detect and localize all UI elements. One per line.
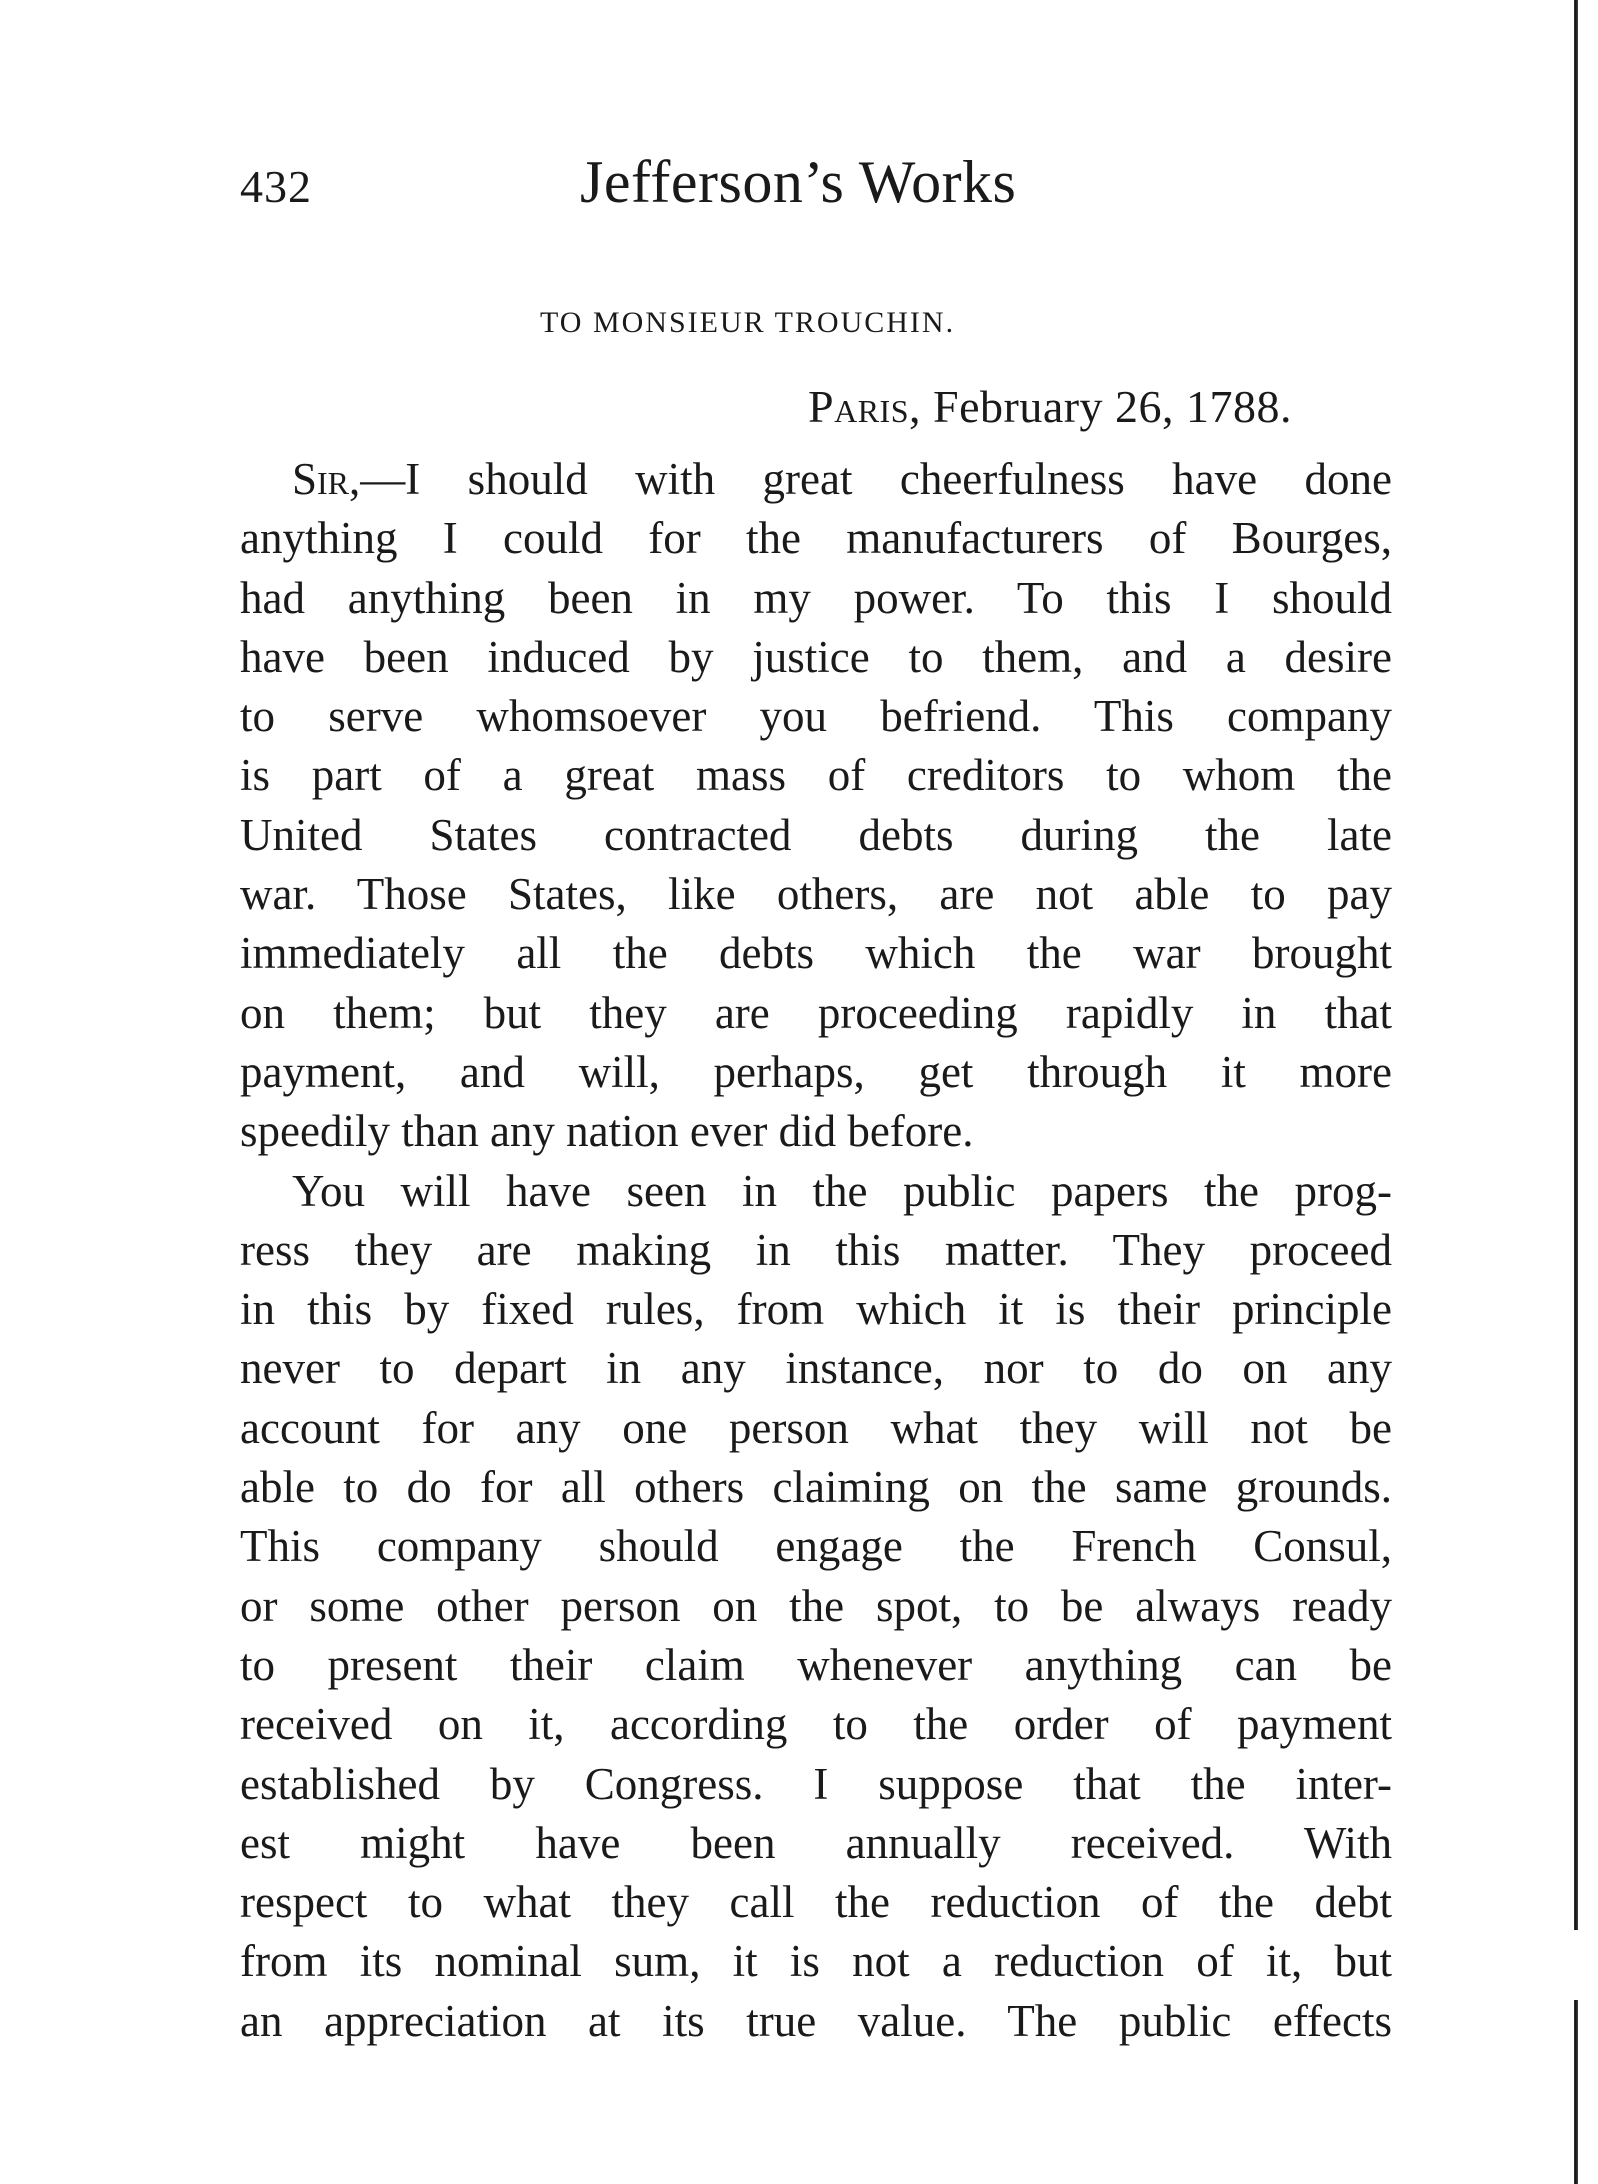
text-line: United States contracted debts during the late	[240, 809, 1392, 860]
letter-title: TO MONSIEUR TROUCHIN.	[540, 306, 956, 339]
text-line: never to depart in any instance, nor to do on any	[240, 1343, 1392, 1394]
text-line: You will have seen in the public papers the prog-	[292, 1165, 1392, 1216]
letter-dateline	[808, 380, 1292, 433]
letter-body	[240, 450, 1392, 2051]
text-line: est might have been annually received. With	[240, 1817, 1392, 1868]
dateline-place: Paris,	[808, 381, 921, 432]
text-line: able to do for all others claiming on the same grounds.	[240, 1462, 1392, 1513]
text-line: from its nominal sum, it is not a reduction of it, but	[240, 1936, 1392, 1987]
text-line: have been induced by justice to them, and a desire	[240, 631, 1392, 682]
text-line: war. Those States, like others, are not able to pay	[240, 869, 1392, 920]
text-line: to serve whomsoever you befriend. This company	[240, 691, 1392, 742]
running-head: Jefferson’s Works	[580, 149, 1017, 215]
text-line: Sir,—I should with great cheerfulness have done	[292, 454, 1392, 504]
text-line: received on it, according to the order of payment	[240, 1699, 1392, 1750]
text-line: speedily than any nation ever did before.	[240, 1106, 974, 1157]
text-line: an appreciation at its true value. The public effects	[240, 1995, 1392, 2046]
salutation: Sir,	[292, 454, 361, 504]
text-line: or some other person on the spot, to be always ready	[240, 1580, 1392, 1631]
dateline-date: February 26, 1788.	[921, 381, 1293, 432]
text-line: ress they are making in this matter. They proceed	[240, 1224, 1392, 1275]
text-line: on them; but they are proceeding rapidly in that	[240, 987, 1392, 1038]
text-line: This company should engage the French Consul,	[240, 1521, 1392, 1572]
text-line: to present their claim whenever anything can be	[240, 1639, 1392, 1690]
text-line: respect to what they call the reduction of the debt	[240, 1877, 1392, 1928]
text-line: anything I could for the manufacturers of Bourges,	[240, 513, 1392, 564]
page-edge-rule	[1574, 0, 1578, 2184]
text-line: account for any one person what they will not be	[240, 1402, 1392, 1453]
text-line: had anything been in my power. To this I should	[240, 572, 1392, 623]
text-line: is part of a great mass of creditors to whom the	[240, 750, 1392, 801]
text-line: immediately all the debts which the war brought	[240, 928, 1392, 979]
text-line: established by Congress. I suppose that the inter-	[240, 1758, 1392, 1809]
text-line: in this by fixed rules, from which it is their principle	[240, 1284, 1392, 1335]
page-edge-gap	[1570, 1930, 1582, 2000]
page-number: 432	[240, 161, 312, 212]
text-line: payment, and will, perhaps, get through it more	[240, 1046, 1392, 1097]
